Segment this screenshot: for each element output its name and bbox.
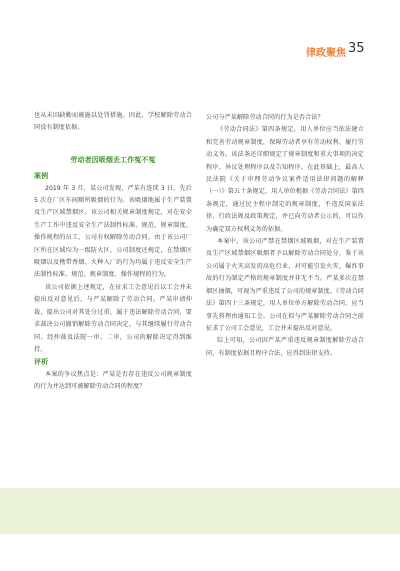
analysis-label: 评析 (34, 358, 49, 367)
article-title: 劳动者因吸烟丢工作冤不冤 (70, 155, 156, 164)
question-paragraph: 公司与严某解除劳动合同的行为是否合法？ (206, 114, 324, 121)
case-paragraph: 2019 年 3 月，某公司发现，严某有连续 3 日、先后 5 次在厂区车间厕所吸烟的行为。该吸烟地属于生产装置及生产区域禁烟区。该公司相关规章制度规定，对在安全生产工作中违反安全生产法制性标准、规范、规章制度、操作规程的员工，公司有权解除劳动合同。由于该公司厂区所在区域均为一级防火区，公司制度还规定，在禁烟区吸烟以及携带香烟、火种入厂的行为均属于违反安全生产法制性标准、规范、规章制度、操作规程的行为。 (34, 184, 192, 279)
footer-band (0, 488, 400, 534)
case-analysis-paragraph: 本案中，该公司严禁在禁烟区域吸烟，对在生产装置及生产区域禁烟区吸烟者予以解除劳动合同处分，鉴于该公司属于火灾高发的高危行业，对可能引发火灾、爆炸事故的行为制定严格的规章制度并非无不当。严某多次在禁烟区抽烟，可视为严重违反了公司的规章制度。《劳动合同法》第四十三条规定，用人单位单方解除劳动合同，应当事先将理由通知工会。公司在拟与严某解除劳动合同之前征求了公司工会意见，工会并未提出反对意见。 (206, 238, 364, 332)
section-badge: 律政聚焦 (306, 48, 346, 59)
right-column (206, 112, 364, 360)
law-paragraph: 《劳动合同法》第四条规定，用人单位应当依法建立和完善劳动规章制度，保障劳动者享有劳动权利、履行劳动义务。该法条还详细规定了规章制度和重大事项的决定程序、异议处理程序以及告知程序。在此基础上，最高人民法院《关于审理劳动争议案件适用法律问题的解释（一）》第五十条规定，用人单位根据《劳动合同法》第四条规定，通过民主程序制定的规章制度，不违反国家法律、行政法规及政策规定，并已向劳动者公示的，可以作为确定双方权利义务的依据。 (206, 126, 364, 233)
case-label: 案例 (34, 172, 49, 181)
analysis-paragraph: 本案的争议焦点是：严某是否存在违反公司规章制度的行为并达到可被解除劳动合同的程度？ (34, 370, 192, 391)
page-number: 35 (348, 41, 365, 56)
conclusion-paragraph: 综上可知，公司因严某严重违反规章制度解除劳动合同，有制度依据且程序合法，应得到法律支持。 (206, 337, 364, 357)
ruling-paragraph: 该公司依据上述规定，在征求工会意见后以工会并未提出反对意见后，与严某解除了劳动合同。严某申请仲裁，提出公司对其处分过重，属于违法解除劳动合同，要求裁决公司撤销解除劳动合同决定，与其继续履行劳动合同。经仲裁及法院一审、二审，公司的解除决定得到维持。 (34, 283, 192, 353)
left-column (34, 110, 192, 394)
intro-paragraph: 也从未因缺勤而被施以处罚措施。因此，学校解除劳动合同没有制度依据。 (34, 112, 192, 132)
